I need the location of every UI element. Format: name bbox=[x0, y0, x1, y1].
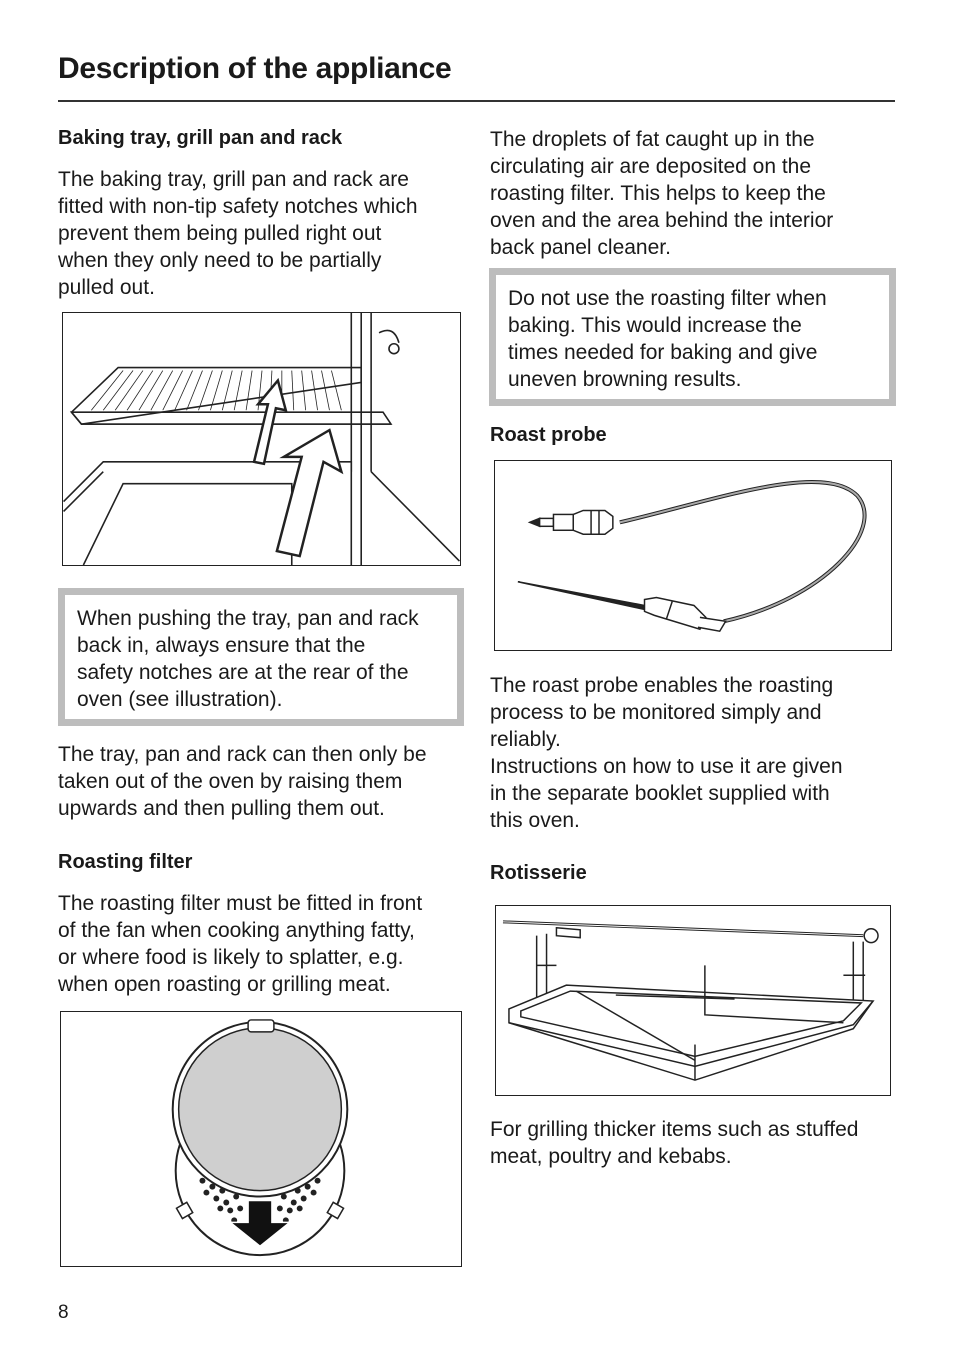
roast-probe-paragraph: The roast probe enables the roasting process to be monitored simply and reliably. Instructions on how to use it are given in the separate booklet supplied with this oven. bbox=[490, 674, 843, 832]
page-number: 8 bbox=[58, 1302, 69, 1323]
page-title: Description of the appliance bbox=[58, 52, 452, 85]
roasting-filter-drawing bbox=[61, 1012, 461, 1266]
title-divider bbox=[58, 100, 895, 102]
note-text-pushing-tray: When pushing the tray, pan and rack back in, always ensure that the safety notches are at the rear of the oven (see illustration). bbox=[77, 607, 419, 711]
rotisserie-illustration bbox=[495, 905, 891, 1096]
removal-paragraph: The tray, pan and rack can then only be taken out of the oven by raising them upwards and then pulling them out. bbox=[58, 743, 427, 820]
roast-probe-illustration bbox=[494, 460, 892, 651]
oven-rack-illustration bbox=[62, 312, 461, 566]
oven-rack-drawing bbox=[63, 313, 460, 565]
section-heading-roast-probe: Roast probe bbox=[490, 424, 607, 446]
section-heading-rotisserie: Rotisserie bbox=[490, 862, 587, 884]
droplets-paragraph: The droplets of fat caught up in the circulating air are deposited on the roasting filter. This helps to keep the oven and the area behind the interior back panel cleaner. bbox=[490, 128, 834, 259]
note-box-roasting-filter bbox=[489, 268, 896, 406]
rotisserie-paragraph: For grilling thicker items such as stuffed meat, poultry and kebabs. bbox=[490, 1118, 859, 1168]
section-heading-roasting-filter: Roasting filter bbox=[58, 851, 193, 873]
roast-probe-drawing bbox=[495, 461, 891, 650]
rotisserie-drawing bbox=[496, 906, 890, 1095]
section-heading-baking-tray: Baking tray, grill pan and rack bbox=[58, 127, 343, 149]
roasting-filter-paragraph: The roasting filter must be fitted in front of the fan when cooking anything fatty, or where food is likely to splatter, e.g. when open roasting or grilling meat. bbox=[58, 892, 423, 996]
roasting-filter-illustration bbox=[60, 1011, 462, 1267]
baking-tray-paragraph: The baking tray, grill pan and rack are fitted with non-tip safety notches which prevent them being pulled right out when they only need to be partially pulled out. bbox=[58, 168, 418, 299]
note-text-roasting-filter: Do not use the roasting filter when baking. This would increase the times needed for baking and give uneven browning results. bbox=[508, 287, 827, 391]
note-box-pushing-tray bbox=[58, 588, 464, 726]
